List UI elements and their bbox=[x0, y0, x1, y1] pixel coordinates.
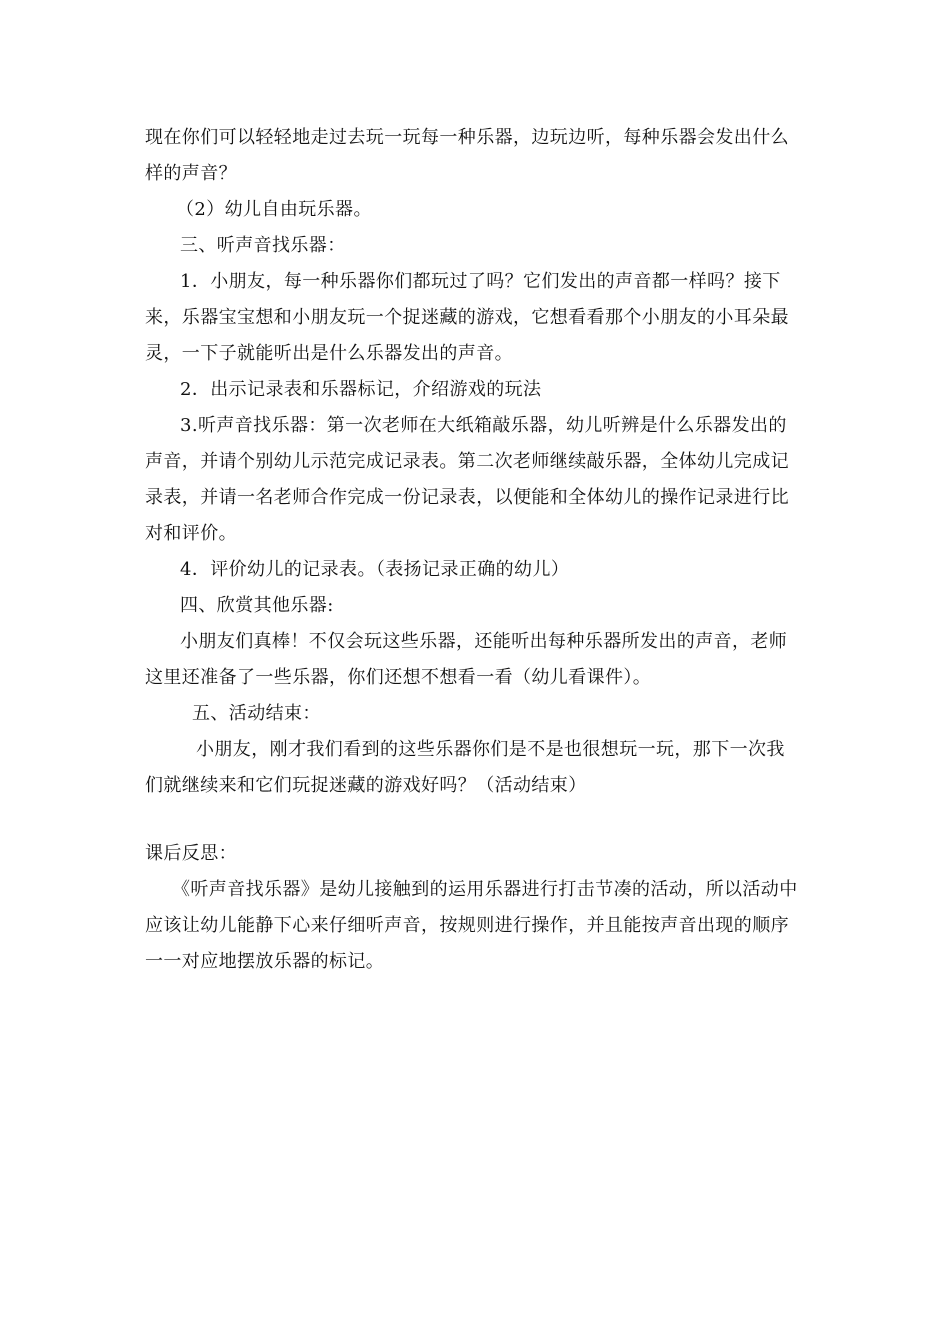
body-text-line: 这里还准备了一些乐器，你们还想不想看一看（幼儿看课件）。 bbox=[145, 667, 652, 688]
body-text-line: 录表，并请一名老师合作完成一份记录表，以便能和全体幼儿的操作记录进行比 bbox=[145, 487, 789, 508]
section-heading: 五、活动结束： bbox=[192, 703, 321, 724]
body-text-line: 们就继续来和它们玩捉迷藏的游戏好吗？（活动结束） bbox=[145, 775, 587, 796]
step-text-line: 2．出示记录表和乐器标记，介绍游戏的玩法 bbox=[180, 379, 542, 400]
step-text-line: 1．小朋友，每一种乐器你们都玩过了吗？它们发出的声音都一样吗？接下 bbox=[180, 271, 781, 292]
body-text-line: 来，乐器宝宝想和小朋友玩一个捉迷藏的游戏，它想看看那个小朋友的小耳朵最 bbox=[145, 307, 789, 328]
body-text-line: 现在你们可以轻轻地走过去玩一玩每一种乐器，边玩边听，每种乐器会发出什么 bbox=[145, 127, 789, 148]
section-heading: 三、听声音找乐器： bbox=[180, 235, 346, 256]
reflection-text-line: 应该让幼儿能静下心来仔细听声音，按规则进行操作，并且能按声音出现的顺序 bbox=[145, 915, 789, 936]
body-text-line: 灵，一下子就能听出是什么乐器发出的声音。 bbox=[145, 343, 513, 364]
body-text-line: 对和评价。 bbox=[145, 523, 237, 544]
step-text-line: 4．评价幼儿的记录表。（表扬记录正确的幼儿） bbox=[180, 559, 570, 580]
step-text-line: （2）幼儿自由玩乐器。 bbox=[176, 199, 372, 220]
body-text-line: 样的声音？ bbox=[145, 163, 237, 184]
body-text-line: 小朋友们真棒！不仅会玩这些乐器，还能听出每种乐器所发出的声音，老师 bbox=[180, 631, 788, 652]
reflection-text-line: 一一对应地摆放乐器的标记。 bbox=[145, 951, 385, 972]
body-text-line: 声音，并请个别幼儿示范完成记录表。第二次老师继续敲乐器，全体幼儿完成记 bbox=[145, 451, 789, 472]
reflection-heading: 课后反思： bbox=[145, 843, 237, 864]
section-heading: 四、欣赏其他乐器: bbox=[180, 595, 334, 616]
body-text-line: 小朋友，刚才我们看到的这些乐器你们是不是也很想玩一玩，那下一次我 bbox=[196, 739, 785, 760]
reflection-text-line: 《听声音找乐器》是幼儿接触到的运用乐器进行打击节凑的活动，所以活动中 bbox=[172, 879, 798, 900]
step-text-line: 3.听声音找乐器：第一次老师在大纸箱敲乐器，幼儿听辨是什么乐器发出的 bbox=[180, 415, 787, 436]
